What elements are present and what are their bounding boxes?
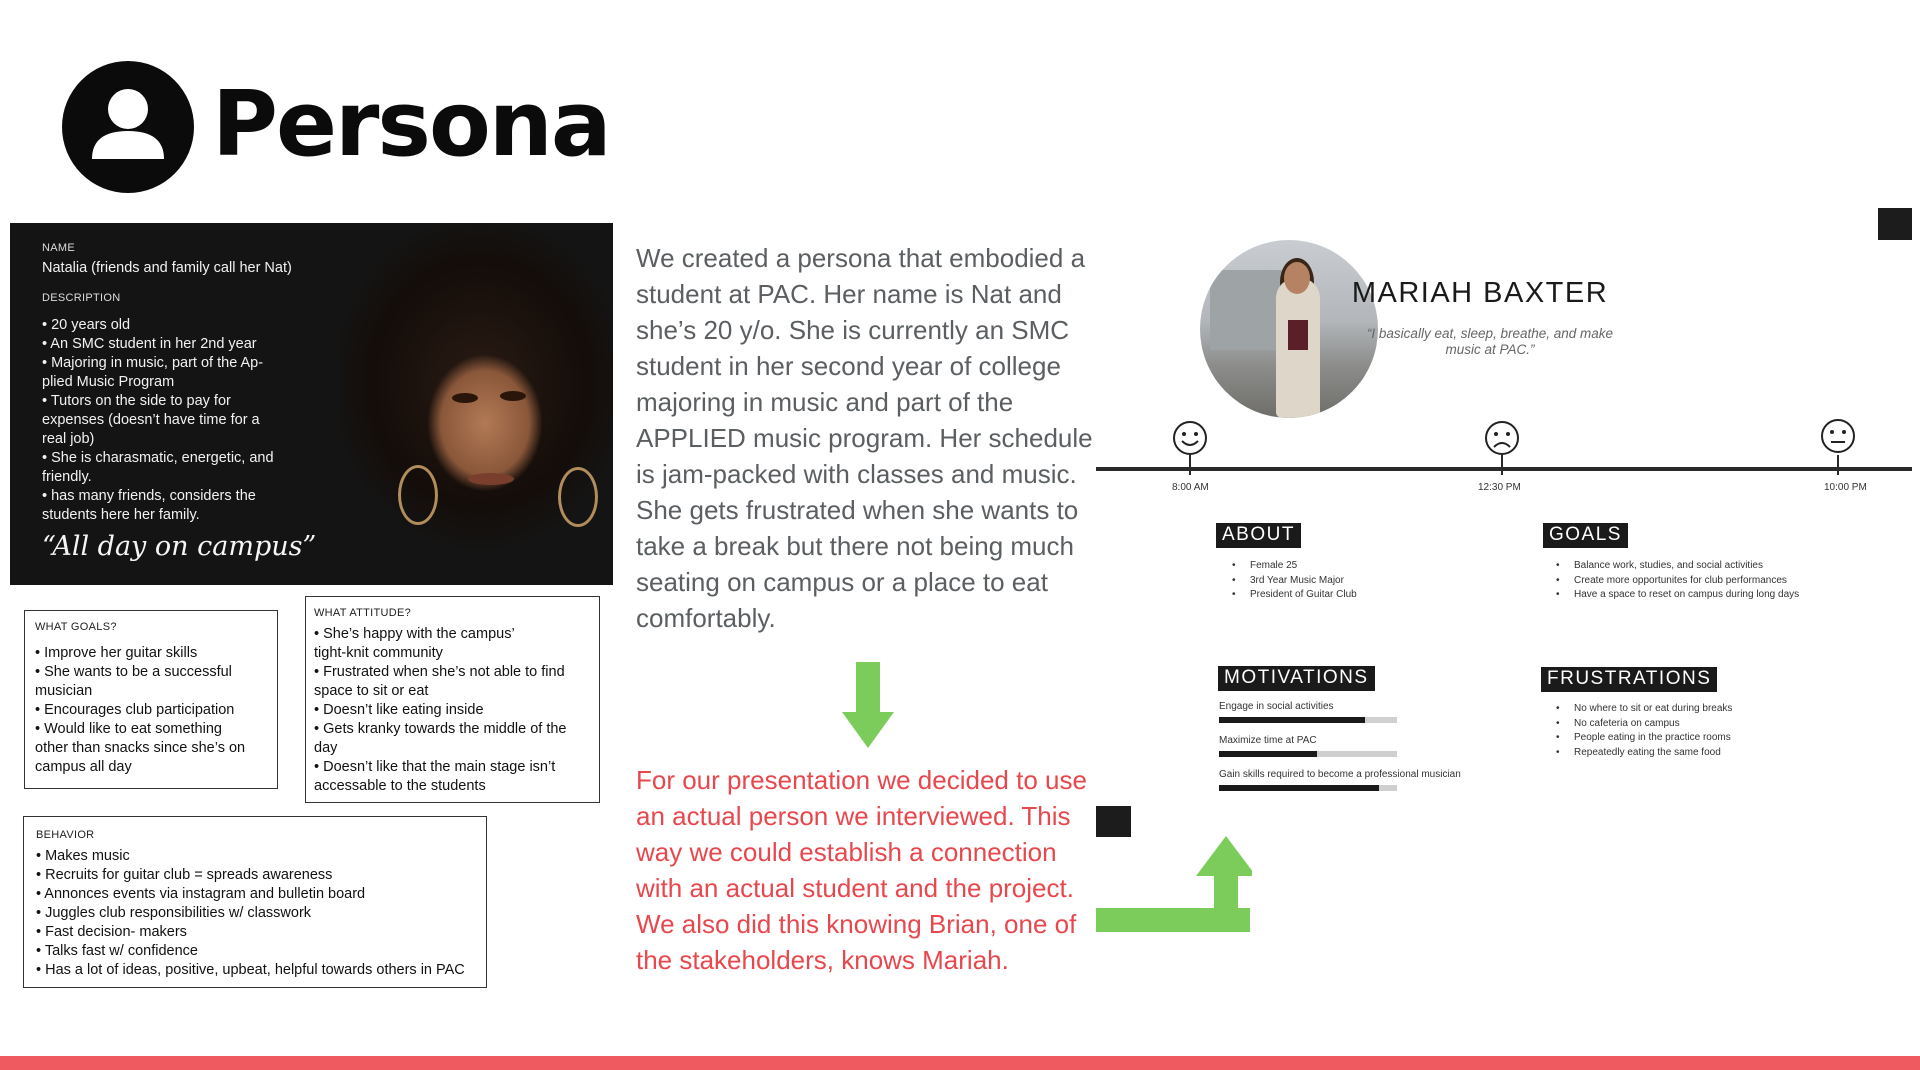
- decorative-square: [1096, 806, 1131, 837]
- behavior-line: • Fast decision- makers: [36, 924, 187, 940]
- description-line: • 20 years old: [42, 317, 131, 333]
- description-label: DESCRIPTION: [42, 292, 121, 304]
- attitude-line: • Doesn’t like eating inside: [314, 702, 484, 718]
- goals-line: • Would like to eat something: [35, 721, 222, 737]
- attitude-line: tight-knit community: [314, 645, 443, 661]
- behavior-line: • Annonces events via instagram and bulletin board: [36, 886, 366, 902]
- description-line: • She is charasmatic, energetic, and: [42, 450, 274, 466]
- attitude-box-list: [314, 625, 599, 796]
- goals-line: musician: [35, 683, 93, 699]
- motivation-level-fill: [1219, 785, 1379, 791]
- presentation-note-text: For our presentation we decided to use an actual person we interviewed. This way we could establish a connection with an actual student and the project. We also did this knowing Brian, one of the stakeholders, knows Mariah.: [636, 765, 1087, 975]
- attitude-line: day: [314, 740, 338, 756]
- description-line: expenses (doesn’t have time for a: [42, 412, 260, 428]
- about-item: • President of Guitar Club: [1232, 588, 1357, 603]
- neutral-face-icon: [1820, 418, 1856, 454]
- arrow-down-icon: [842, 662, 894, 748]
- attitude-line: • She’s happy with the campus’: [314, 626, 515, 642]
- frustrations-list: [1556, 702, 1732, 760]
- motivation-level-bar: [1219, 717, 1397, 723]
- description-list: [42, 316, 322, 525]
- persona-name: Natalia (friends and family call her Nat): [42, 260, 292, 276]
- decorative-square: [1878, 208, 1912, 240]
- frustrations-item: • No cafeteria on campus: [1556, 717, 1732, 732]
- goals-box: [24, 610, 278, 789]
- goals-box-label: WHAT GOALS?: [35, 621, 117, 633]
- frustrations-item: • No where to sit or eat during breaks: [1556, 702, 1732, 717]
- persona-quote: “All day on campus”: [42, 531, 317, 562]
- goals-line: other than snacks since she’s on: [35, 740, 246, 756]
- timeline-tick: [1189, 455, 1191, 475]
- attitude-line: • Frustrated when she’s not able to find: [314, 664, 565, 680]
- goals-label: GOALS: [1543, 523, 1628, 548]
- behavior-line: • Talks fast w/ confidence: [36, 943, 198, 959]
- frustrations-item: • People eating in the practice rooms: [1556, 731, 1732, 746]
- goals-list: [1556, 559, 1799, 603]
- frustrations-label: FRUSTRATIONS: [1541, 667, 1717, 692]
- about-item: • 3rd Year Music Major: [1232, 574, 1357, 589]
- timeline-line: [1096, 467, 1912, 471]
- description-line: friendly.: [42, 469, 92, 485]
- attitude-line: • Gets kranky towards the middle of the: [314, 721, 567, 737]
- timeline-time: 8:00 AM: [1172, 482, 1209, 493]
- goals-item: • Create more opportunites for club performances: [1556, 574, 1799, 589]
- motivation-level-bar: [1219, 785, 1397, 791]
- description-line: • Majoring in music, part of the Ap-: [42, 355, 264, 371]
- page-title: Persona: [212, 72, 610, 177]
- goals-line: • She wants to be a successful: [35, 664, 232, 680]
- arrow-up-right-icon: [1096, 836, 1252, 932]
- goals-line: campus all day: [35, 759, 132, 775]
- goals-line: • Encourages club participation: [35, 702, 235, 718]
- attitude-box-label: WHAT ATTITUDE?: [314, 607, 412, 619]
- persona-card: [10, 223, 613, 585]
- happy-face-icon: [1172, 420, 1208, 456]
- user-icon: [62, 61, 194, 193]
- description-line: plied Music Program: [42, 374, 175, 390]
- goals-line: • Improve her guitar skills: [35, 645, 198, 661]
- behavior-line: • Recruits for guitar club = spreads awareness: [36, 867, 333, 883]
- timeline-time: 10:00 PM: [1824, 482, 1867, 493]
- footer-accent-bar: [0, 1056, 1920, 1070]
- behavior-line: • Juggles club responsibilities w/ classwork: [36, 905, 312, 921]
- goals-item: • Balance work, studies, and social activities: [1556, 559, 1799, 574]
- behavior-line: • Has a lot of ideas, positive, upbeat, helpful towards others in PAC: [36, 962, 465, 978]
- description-line: • An SMC student in her 2nd year: [42, 336, 257, 352]
- persona-sheet-name: MARIAH BAXTER: [1351, 277, 1609, 309]
- attitude-line: accessable to the students: [314, 778, 486, 794]
- motivations-label: MOTIVATIONS: [1218, 666, 1375, 691]
- motivation-label: Maximize time at PAC: [1219, 735, 1317, 746]
- motivation-label: Gain skills required to become a professional musician: [1219, 769, 1461, 780]
- about-list: [1232, 559, 1357, 603]
- persona-photo: [1200, 240, 1378, 418]
- description-line: • has many friends, considers the: [42, 488, 256, 504]
- behavior-box: [23, 816, 487, 988]
- timeline-tick: [1837, 455, 1839, 475]
- motivation-level-fill: [1219, 717, 1365, 723]
- persona-portrait: [340, 223, 613, 585]
- behavior-box-list: [36, 847, 486, 980]
- description-line: • Tutors on the side to pay for: [42, 393, 231, 409]
- timeline-time: 12:30 PM: [1478, 482, 1521, 493]
- attitude-box: [305, 596, 600, 803]
- motivation-level-bar: [1219, 751, 1397, 757]
- persona-sheet-quote: “I basically eat, sleep, breathe, and make music at PAC.”: [1366, 326, 1614, 357]
- goals-item: • Have a space to reset on campus during long days: [1556, 588, 1799, 603]
- persona-explanation-text: We created a persona that embodied a student at PAC. Her name is Nat and she’s 20 y/o. She is currently an SMC student in her second year of college majoring in music and part of the APPLIED music program. Her schedule is jam-packed with classes and music. She gets frustrated when she wants to take a break but there not being much seating on campus or a place to eat comfortably.: [636, 243, 1093, 633]
- about-item: • Female 25: [1232, 559, 1357, 574]
- description-line: students here her family.: [42, 507, 200, 523]
- attitude-line: space to sit or eat: [314, 683, 429, 699]
- about-label: ABOUT: [1216, 523, 1301, 548]
- description-line: real job): [42, 431, 95, 447]
- attitude-line: • Doesn’t like that the main stage isn’t: [314, 759, 556, 775]
- frustrations-item: • Repeatedly eating the same food: [1556, 746, 1732, 761]
- timeline-tick: [1501, 455, 1503, 475]
- motivation-label: Engage in social activities: [1219, 701, 1334, 712]
- behavior-line: • Makes music: [36, 848, 130, 864]
- goals-box-list: [35, 644, 275, 777]
- sad-face-icon: [1484, 420, 1520, 456]
- behavior-box-label: BEHAVIOR: [36, 829, 95, 841]
- motivation-level-fill: [1219, 751, 1317, 757]
- name-label: NAME: [42, 242, 75, 254]
